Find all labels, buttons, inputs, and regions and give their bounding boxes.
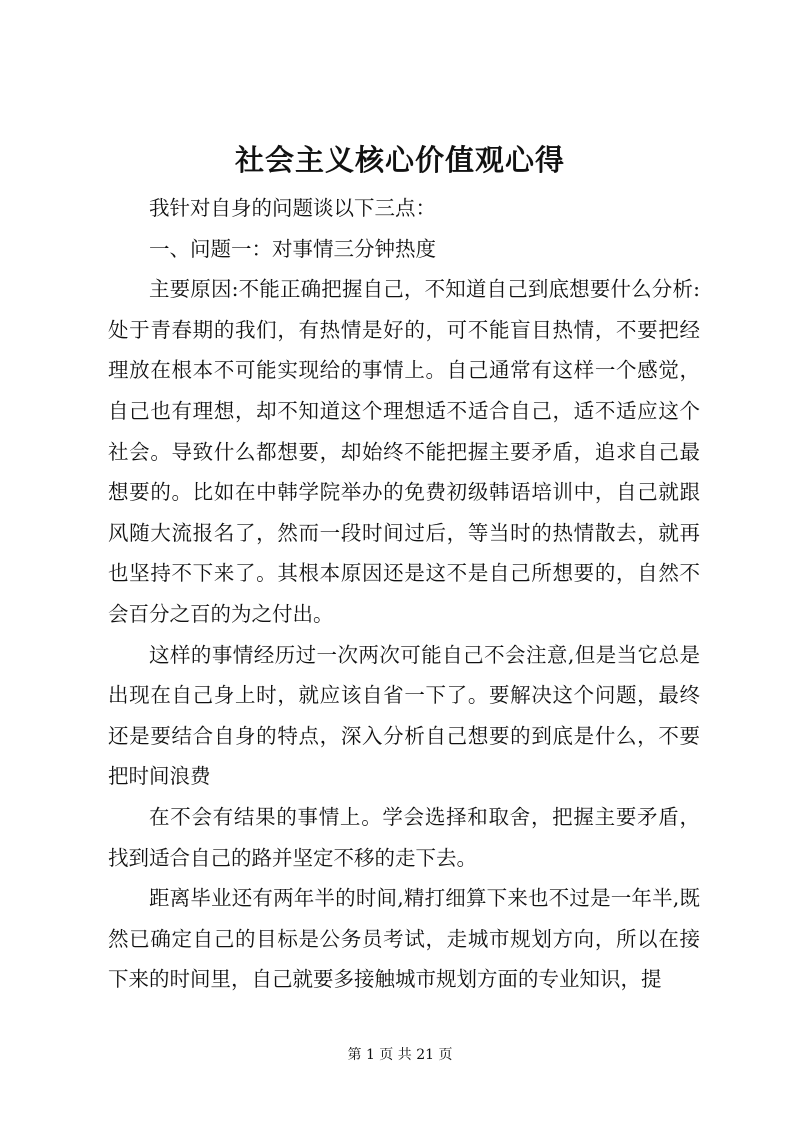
document-body: [108, 188, 700, 1000]
paragraph: 主要原因:不能正确把握自己，不知道自己到底想要什么分析:处于青春期的我们，有热情是好的，可不能盲目热情，不要把经理放在根本不可能实现给的事情上。自己通常有这样一个感觉，自己也有理想，却不知道这个理想适不适合自己，适不适应这个社会。导致什么都想要，却始终不能把握主要矛盾，追求自己最想要的。比如在中韩学院举办的免费初级韩语培训中，自己就跟风随大流报名了，然而一段时间过后，等当时的热情散去，就再也坚持不下来了。其根本原因还是这不是自己所想要的，自然不会百分之百的为之付出。: [108, 277, 700, 626]
document-title: 社会主义核心价值观心得: [234, 143, 565, 177]
paragraph: 在不会有结果的事情上。学会选择和取舍，把握主要矛盾，找到适合自己的路并坚定不移的走下去。: [108, 804, 700, 870]
paragraph: 我针对自身的问题谈以下三点：: [149, 196, 436, 220]
page-footer: 第 1 页 共 21 页: [347, 1047, 453, 1063]
paragraph: 这样的事情经历过一次两次可能自己不会注意,但是当它总是出现在自己身上时，就应该自省一下了。要解决这个问题，最终还是要结合自身的特点，深入分析自己想要的到底是什么，不要把时间浪费: [108, 642, 700, 789]
paragraph: 一、问题一：对事情三分钟热度: [149, 236, 436, 261]
paragraph: 距离毕业还有两年半的时间,精打细算下来也不过是一年半,既然已确定自己的目标是公务员考试，走城市规划方向，所以在接下来的时间里，自己就要多接触城市规划方面的专业知识，提: [108, 886, 700, 992]
